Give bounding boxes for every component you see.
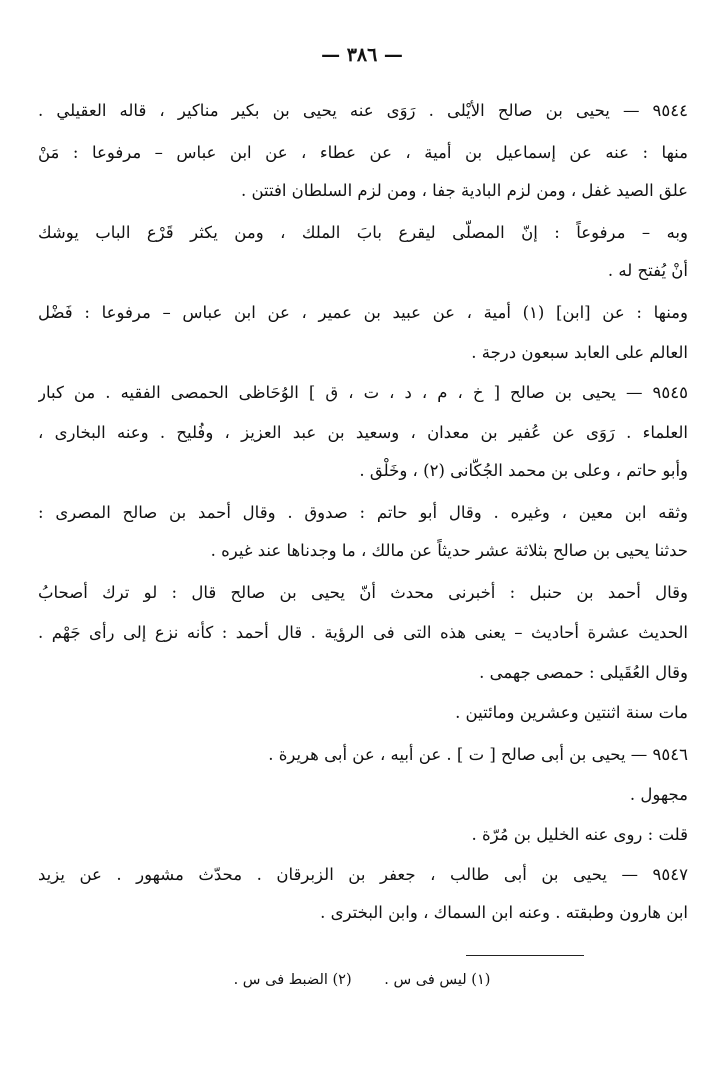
footnotes — [0, 972, 724, 988]
text-line: الحديث عشرة أحاديث – يعنى هذه التى فى الرؤية . قال أحمد : كأنه نزع إلى رأى جَهْم . — [38, 623, 688, 642]
text-line: العلماء . رَوَى عن عُفير بن معدان ، وسعيد بن عبد العزيز ، وفُليح . وعنه البخارى ، — [38, 423, 688, 442]
page-number: — ٣٨٦ — — [321, 44, 403, 66]
text-line: علق الصيد غفل ، ومن لزم البادية جفا ، ومن لزم السلطان افتتن . — [240, 181, 688, 200]
text-line: ٩٥٤٧ — يحيى بن أبى طالب ، جعفر بن الزبرقان . محدّث مشهور . عن يزيد — [38, 865, 688, 884]
text-line: قلت : روى عنه الخليل بن مُرّة . — [471, 825, 688, 844]
text-line: أنْ يُفتح له . — [607, 261, 688, 280]
footnote-2: (٢) الضبط فى س . — [233, 972, 352, 988]
text-line: منها : عنه عن إسماعيل بن أمية ، عن عطاء ، عن ابن عباس – مرفوعا : مَنْ — [38, 143, 688, 162]
text-line: وقال أحمد بن حنبل : أخبرنى محدث أنّ يحيى بن صالح قال : لو ترك أصحابُ — [38, 583, 688, 602]
text-line: مجهول . — [629, 785, 688, 804]
text-line: ومنها : عن [ابن] (١) أمية ، عن عبيد بن عمير ، عن ابن عباس – مرفوعا : فَضْل — [38, 303, 688, 322]
text-line: ٩٥٤٤ — يحيى بن صالح الأيْلى . رَوَى عنه يحيى بن بكير مناكير ، قاله العقيلي . — [38, 101, 688, 120]
text-line: مات سنة اثنتين وعشرين ومائتين . — [455, 703, 688, 722]
text-line: ٩٥٤٥ — يحيى بن صالح [ خ ، م ، د ، ت ، ق ] الوُحَاظى الحمصى الفقيه . من كبار — [38, 383, 688, 402]
text-line: وبه – مرفوعاً : إنّ المصلّى ليقرع بابَ الملك ، ومن يكثر قَرْع الباب يوشك — [38, 223, 688, 242]
text-line: ابن هارون وطبقته . وعنه ابن السماك ، وابن البخترى . — [320, 903, 688, 922]
text-line: العالم على العابد سبعون درجة . — [471, 343, 688, 362]
text-line: حدثنا يحيى بن صالح بثلاثة عشر حديثاً عن مالك ، ما وجدناها عند غيره . — [210, 541, 688, 560]
footnote-1: (١) ليس فى س . — [384, 972, 491, 988]
text-line: وأبو حاتم ، وعلى بن محمد الجُكَّانى (٢) ، وخَلْق . — [359, 461, 688, 480]
text-line: وثقه ابن معين ، وغيره . وقال أبو حاتم : صدوق . وقال أحمد بن صالح المصرى : — [38, 503, 688, 522]
text-line: وقال العُقَيلى : حمصى جهمى . — [479, 663, 688, 682]
text-line: ٩٥٤٦ — يحيى بن أبى صالح [ ت ] . عن أبيه ، عن أبى هريرة . — [268, 745, 688, 764]
footnote-separator — [466, 955, 584, 956]
